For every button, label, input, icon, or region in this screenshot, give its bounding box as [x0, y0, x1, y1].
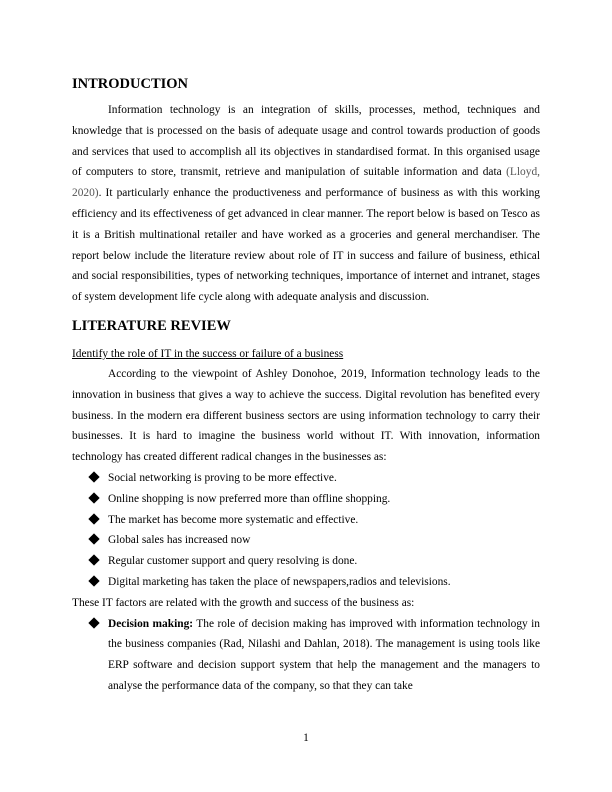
diamond-bullet-icon: [88, 534, 99, 545]
intro-text-part2: . It particularly enhance the productiveness and performance of business as with this working efficiency and its effectiveness of get advanced in clear manner. The report below is based on Tesco as it is a British multinational retailer and have worked as a groceries and general merchandiser. The report below include the literature review about role of IT in success and failure of business, ethical and social responsibilities, types of networking techniques, importance of internet and intranet, stages of system development life cycle along with adequate analysis and discussion.: [72, 187, 540, 304]
list-item: Online shopping is now preferred more than offline shopping.: [88, 489, 540, 510]
intro-text-part1: Information technology is an integration of skills, processes, method, techniques and knowledge that is processed on the basis of adequate usage and control towards production of goods and services that used to accomplish all its objectives in standardised format. In this organised usage of computers to store, transmit, retrieve and manipulation of suitable information and data: [72, 104, 540, 179]
diamond-bullet-icon: [88, 492, 99, 503]
page-number: 1: [303, 732, 309, 744]
diamond-bullet-icon: [88, 575, 99, 586]
document-page: [72, 74, 540, 697]
literature-paragraph: According to the viewpoint of Ashley Donohoe, 2019, Information technology leads to the innovation in business that gives a way to achieve the success. Digital revolution has benefited every business. In the modern era different business sectors are using information technology to carry their businesses. It is hard to imagine the business world without IT. With innovation, information technology has created different radical changes in the businesses as:: [72, 367, 540, 464]
list-item: [88, 614, 540, 697]
diamond-bullet-icon: [88, 513, 99, 524]
literature-subheading: Identify the role of IT in the success or failure of a business: [72, 347, 344, 360]
list-item: Social networking is proving to be more effective.: [88, 468, 540, 489]
list-item: Regular customer support and query resolving is done.: [88, 551, 540, 572]
factors-list: [72, 614, 540, 697]
intro-citation: (Lloyd, 2020): [72, 166, 540, 200]
diamond-bullet-icon: [88, 617, 99, 628]
list-item: Digital marketing has taken the place of newspapers,radios and televisions.: [88, 572, 540, 593]
introduction-paragraph: [72, 100, 540, 308]
introduction-heading: INTRODUCTION: [72, 76, 189, 92]
factors-intro: These IT factors are related with the growth and success of the business as:: [72, 596, 415, 609]
factor-text: The role of decision making has improved with information technology in the business companies (Rad, Nilashi and Dahlan, 2018). The management is using tools like ERP software and decision support system that help the management and the managers to analyse the performance data of the company, so that they can take: [108, 617, 540, 692]
diamond-bullet-icon: [88, 554, 99, 565]
literature-review-heading: LITERATURE REVIEW: [72, 317, 231, 334]
factor-label: Decision making:: [108, 617, 194, 630]
list-item: The market has become more systematic and effective.: [88, 510, 540, 531]
list-item: Global sales has increased now: [88, 530, 540, 551]
diamond-bullet-icon: [88, 471, 99, 482]
changes-bullet-list: [72, 468, 540, 593]
